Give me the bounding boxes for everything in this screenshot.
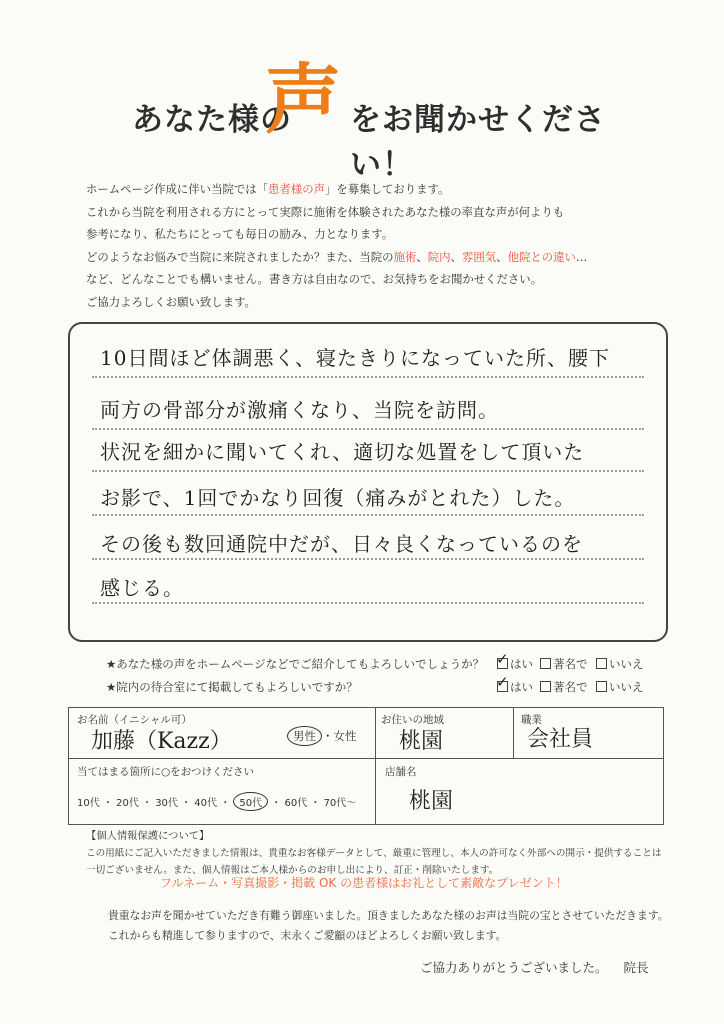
- checkbox-checked[interactable]: [497, 681, 508, 692]
- ruled-line: [92, 558, 644, 560]
- table-divider: [375, 708, 376, 824]
- sign-text: ご協力ありがとうございました。: [420, 960, 608, 975]
- checkbox-checked[interactable]: [497, 658, 508, 669]
- present-notice: フルネーム・写真撮影・掲載 OK の患者様はお礼として素敵なプレゼント！: [160, 876, 568, 890]
- question-waiting-room: ★院内の待合室にて掲載してもよろしいですか？: [106, 680, 358, 694]
- ruled-line: [92, 470, 644, 472]
- area-value[interactable]: 桃園: [399, 729, 444, 754]
- option-web-signed[interactable]: 著名で: [540, 656, 588, 672]
- intro-text: [86, 178, 676, 314]
- table-divider: [69, 758, 663, 759]
- gender-female[interactable]: 女性: [333, 729, 357, 743]
- job-value[interactable]: 会社員: [527, 727, 594, 752]
- question-web: ★あなた様の声をホームページなどでご紹介してもよろしいでしょうか？: [106, 657, 485, 671]
- age-option[interactable]: 30代: [155, 798, 178, 809]
- ruled-line: [92, 602, 644, 604]
- privacy-line: この用紙にご記入いただきました情報は、貴重なお客様データとして、厳重に管理し、本人の許可なく外部への開示・提供することは: [86, 848, 662, 859]
- comment-line: その後も数回通院中だが、日々良くなっているのを: [100, 532, 583, 556]
- privacy-line: 一切ございません。また、個人情報はご本人様からのお申し出により、訂正・削除いたします。: [86, 865, 499, 876]
- option-room-no[interactable]: いいえ: [596, 679, 644, 695]
- option-web-no[interactable]: いいえ: [596, 656, 644, 672]
- comment-line: 状況を細かに聞いてくれ、適切な処置をして頂いた: [100, 440, 585, 464]
- age-label: 当てはまる箇所に○をおつけください: [77, 766, 255, 778]
- area-label: お住いの地域: [381, 714, 444, 726]
- checkbox[interactable]: [540, 681, 551, 692]
- ruled-line: [92, 428, 644, 430]
- job-label: 職業: [521, 714, 542, 726]
- age-option[interactable]: 40代: [194, 798, 218, 809]
- checkbox[interactable]: [540, 658, 551, 669]
- ruled-line: [92, 514, 644, 516]
- intro-line: など、どんなことでも構いません。書き方は自由なので、お気持ちをお聞かせください。: [86, 272, 543, 287]
- privacy-notice: [86, 828, 686, 879]
- intro-line: ご協力よろしくお願い致します。: [86, 294, 256, 309]
- ruled-line: [92, 376, 644, 378]
- option-web-yes[interactable]: ✓ はい: [497, 656, 533, 672]
- name-value[interactable]: 加藤（Kazz）: [91, 729, 232, 754]
- intro-line: ホームページ作成に伴い当院では「患者様の声」を募集しております。: [86, 182, 450, 196]
- intro-line: これから当院を利用される方にとって実際に施術を体験されたあなた様の率直な声が何よりも: [86, 204, 565, 219]
- option-room-yes[interactable]: ✓ はい: [497, 679, 533, 695]
- signature: [420, 958, 649, 976]
- form-title: [120, 55, 640, 183]
- title-part1: あなた様の: [132, 102, 292, 138]
- comment-box: [68, 322, 668, 642]
- intro-line: どのようなお悩みで当院に来院されましたか？また、当院の施術、院内、雰囲気、他院との違い…: [86, 249, 588, 264]
- age-option-selected[interactable]: 50代: [233, 792, 268, 811]
- age-option[interactable]: 60代: [284, 798, 308, 809]
- age-option[interactable]: 70代〜: [323, 798, 357, 809]
- thanks-line: 貴重なお声を聞かせていただき有難う御座いました。頂きましたあなた様のお声は当院の宝とさせていただきます。: [108, 909, 669, 922]
- info-table: [68, 707, 664, 825]
- thanks-text: [108, 906, 669, 946]
- age-option[interactable]: 20代: [116, 798, 139, 809]
- age-option[interactable]: 10代: [77, 798, 100, 809]
- thanks-line: これからも精進して参りますので、末永くご愛顧のほどよろしくお願い致します。: [108, 929, 507, 942]
- comment-line: お影で、1回でかなり回復（痛みがとれた）した。: [100, 486, 576, 510]
- store-value[interactable]: 桃園: [409, 789, 454, 814]
- option-room-signed[interactable]: 著名で: [540, 679, 588, 695]
- privacy-title: 【個人情報保護について】: [86, 830, 210, 842]
- name-label: お名前（イニシャル可）: [77, 714, 192, 726]
- gender-options[interactable]: 男性 ・女性: [287, 726, 357, 746]
- age-options[interactable]: 10代 ・ 20代 ・ 30代 ・ 40代 ・ 50代 ・ 60代 ・ 70代〜: [77, 792, 356, 811]
- comment-line: 10日間ほど体調悪く、寝たきりになっていた所、腰下: [100, 346, 611, 370]
- checkbox[interactable]: [596, 658, 607, 669]
- sign-role: 院長: [623, 960, 649, 975]
- title-part2: をお聞かせください！: [350, 102, 606, 183]
- intro-line: 参考になり、私たちにとっても毎日の励み、力となります。: [86, 227, 394, 242]
- store-label: 店舗名: [385, 766, 417, 778]
- comment-line: 両方の骨部分が激痛くなり、当院を訪問。: [100, 398, 499, 422]
- gender-male-selected[interactable]: 男性: [287, 726, 322, 746]
- comment-line: 感じる。: [100, 576, 184, 600]
- checkbox[interactable]: [596, 681, 607, 692]
- table-divider: [513, 708, 514, 758]
- title-highlight: 声: [265, 55, 341, 144]
